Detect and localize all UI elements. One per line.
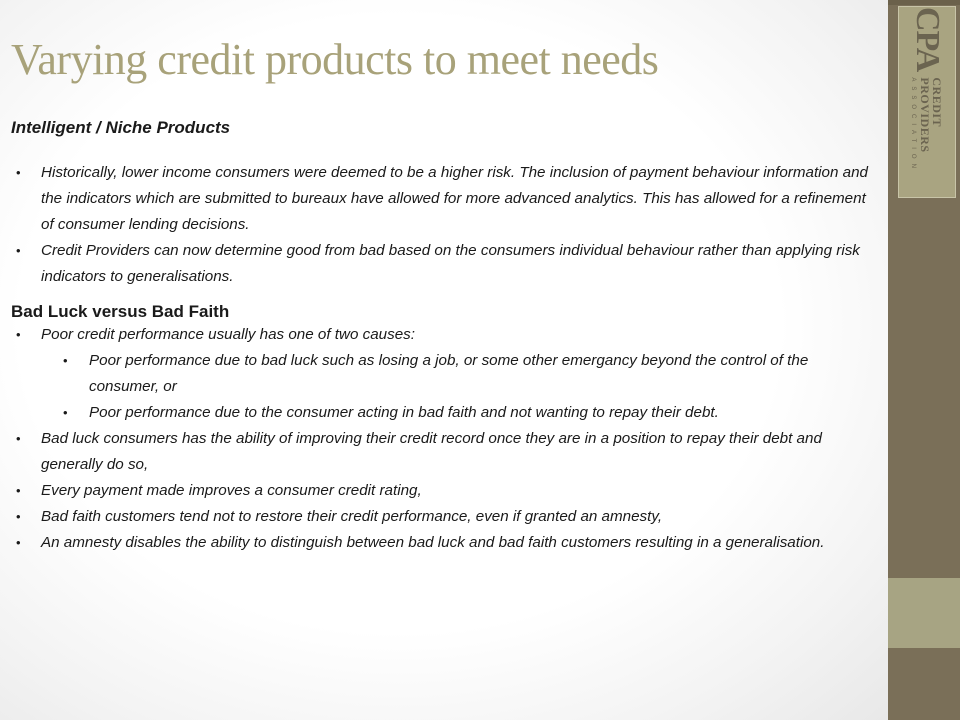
spacer — [11, 290, 871, 302]
logo-line-2: ASSOCIATION — [910, 77, 917, 173]
side-panel-accent-band — [888, 578, 960, 648]
logo-acronym: CPA — [909, 7, 946, 72]
bullet-item: • Bad luck consumers has the ability of improving their credit record once they are in a position to repay their debt and generally do so, — [11, 426, 871, 478]
bullet-item: • Bad faith customers tend not to restore their credit performance, even if granted an amnesty, — [11, 504, 871, 530]
bullet-item: • Historically, lower income consumers were deemed to be a higher risk. The inclusion of payment behaviour information and the indicators which are submitted to bureaux have allowed for more advanced analytics. This has allowed for a refinement of consumer lending decisions. — [11, 160, 871, 238]
sub-bullet-item: • Poor performance due to the consumer acting in bad faith and not wanting to repay their debt. — [11, 400, 871, 426]
sub-bullet-list-causes — [11, 348, 871, 426]
cpa-logo — [898, 6, 956, 198]
sub-bullet-item: • Poor performance due to bad luck such as losing a job, or some other emergancy beyond the control of the consumer, or — [11, 348, 871, 400]
logo-text — [911, 77, 944, 197]
bullet-item: • An amnesty disables the ability to distinguish between bad luck and bad faith customers resulting in a generalisation. — [11, 530, 871, 556]
bullet-item: • Every payment made improves a consumer credit rating, — [11, 478, 871, 504]
spacer — [11, 138, 871, 160]
bullet-list-bad-luck — [11, 322, 871, 348]
bullet-list-niche-products — [11, 160, 871, 290]
bullet-list-consequences — [11, 426, 871, 556]
slide-content — [11, 118, 871, 556]
side-panel-top-band — [888, 0, 960, 5]
logo-line-1: CREDIT PROVIDERS — [918, 77, 945, 153]
bullet-item: • Poor credit performance usually has one of two causes: — [11, 322, 871, 348]
section-heading-niche-products: Intelligent / Niche Products — [11, 118, 231, 137]
section-heading-bad-luck-vs-bad-faith: Bad Luck versus Bad Faith — [11, 302, 230, 321]
slide-title: Varying credit products to meet needs — [11, 35, 659, 84]
bullet-item: • Credit Providers can now determine good from bad based on the consumers individual behaviour rather than applying risk indicators to generalisations. — [11, 238, 871, 290]
cpa-logo-inner — [899, 7, 955, 197]
